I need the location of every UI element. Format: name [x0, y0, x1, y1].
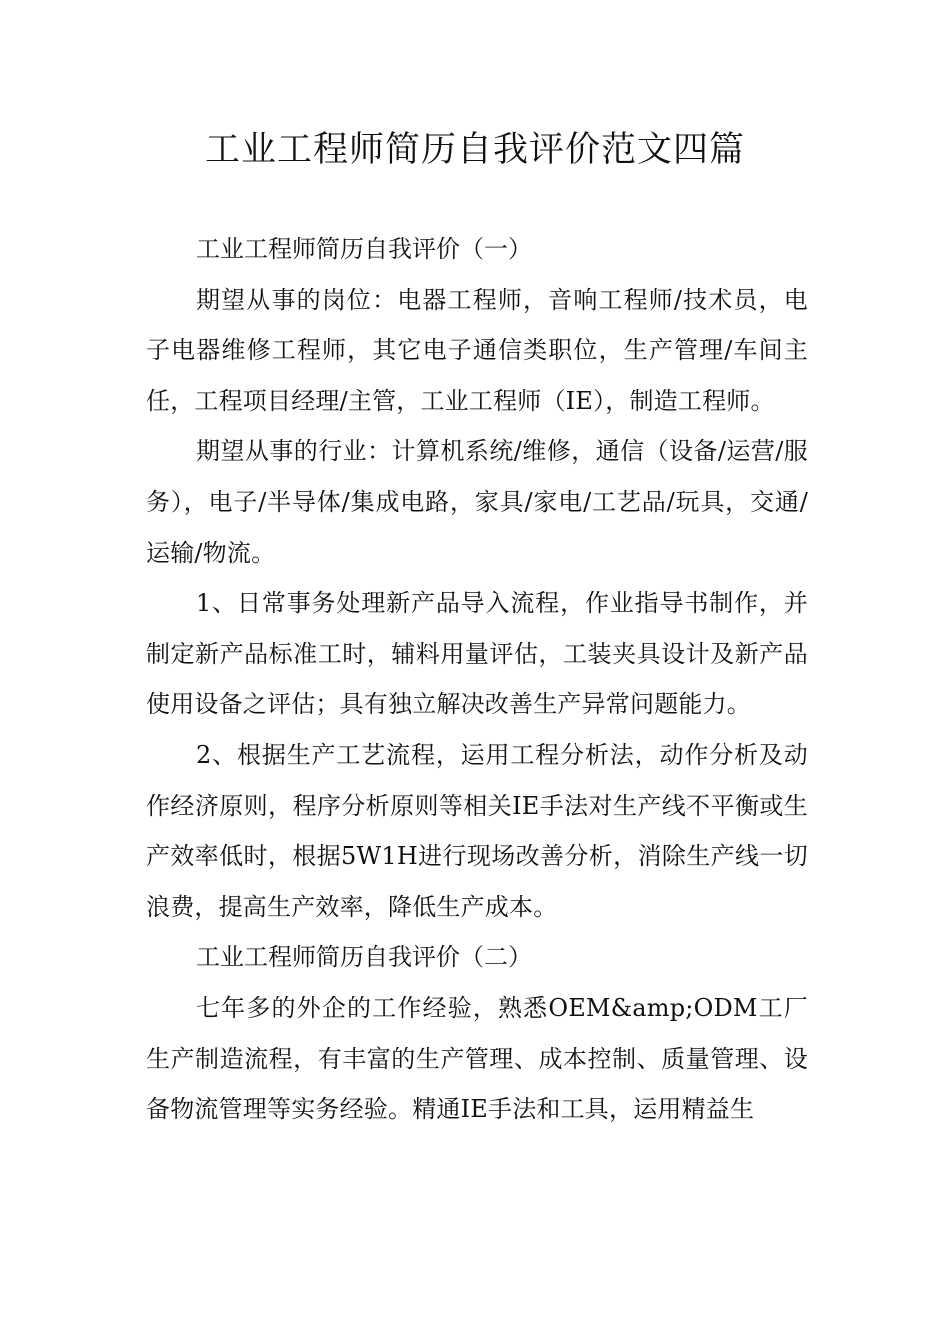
paragraph-item-2: 2、根据生产工艺流程，运用工程分析法，动作分析及动作经济原则，程序分析原则等相关IE手法对生产线不平衡或生产效率低时，根据5W1H进行现场改善分析，消除生产线一切浪费，提高生产效率，降低生产成本。	[146, 740, 808, 921]
section-heading-1: 工业工程师简历自我评价（一）	[196, 235, 532, 263]
section-heading-2: 工业工程师简历自我评价（二）	[196, 943, 532, 972]
paragraph-experience: 七年多的外企的工作经验，熟悉OEM&amp;ODM工厂生产制造流程，有丰富的生产管理、成本控制、质量管理、设备物流管理等实务经验。精通IE手法和工具，运用精益生	[146, 993, 808, 1124]
paragraph-item-1: 1、日常事务处理新产品导入流程，作业指导书制作，并制定新产品标准工时，辅料用量评估，工装夹具设计及新产品使用设备之评估；具有独立解决改善生产异常问题能力。	[146, 589, 808, 719]
document-title: 工业工程师简历自我评价范文四篇	[204, 130, 745, 170]
paragraph-desired-positions: 期望从事的岗位：电器工程师，音响工程师/技术员，电子电器维修工程师，其它电子通信类职位，生产管理/车间主任，工程项目经理/主管，工业工程师（IE），制造工程师。	[146, 285, 808, 415]
document-body	[146, 224, 808, 1135]
paragraph-desired-industries: 期望从事的行业：计算机系统/维修，通信（设备/运营/服务），电子/半导体/集成电路，家具/家电/工艺品/玩具，交通/运输/物流。	[146, 437, 808, 567]
